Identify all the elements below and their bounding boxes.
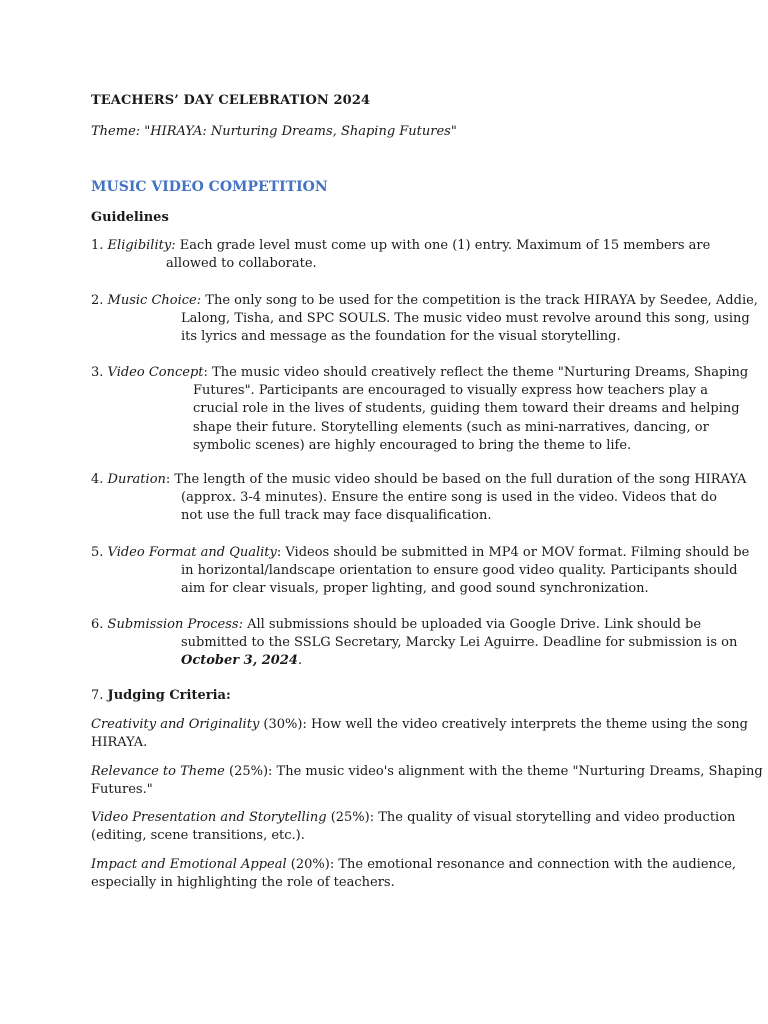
item-text-continued: symbolic scenes) are highly encouraged to bring the theme to life.	[193, 437, 632, 453]
item-label: Submission Process:	[107, 617, 243, 632]
item-label: Eligibility:	[107, 238, 176, 253]
item-text-continued: Lalong, Tisha, and SPC SOULS. The music video must revolve around this song, using	[181, 311, 750, 327]
item-number: 1.	[91, 238, 104, 253]
guideline-item-duration	[91, 471, 746, 526]
item-text-continued: allowed to collaborate.	[166, 256, 317, 272]
guideline-item-eligibility	[91, 237, 710, 273]
item-label: Video Format and Quality	[107, 545, 277, 560]
item-text-continued: Futures". Participants are encouraged to visually express how teachers play a	[193, 383, 708, 399]
deadline-line	[91, 652, 737, 670]
item-number: 3.	[91, 365, 104, 380]
item-number: 2.	[91, 293, 104, 308]
item-label: Music Choice:	[107, 293, 202, 308]
judging-criteria-heading	[91, 688, 231, 703]
item-text-continued: its lyrics and message as the foundation for the visual storytelling.	[181, 329, 621, 345]
criterion-creativity	[91, 716, 748, 752]
item-text: : Videos should be submitted in MP4 or MOV format. Filming should be	[276, 545, 750, 560]
criterion-text-continued: (editing, scene transitions, etc.).	[91, 828, 305, 844]
criterion-name: Creativity and Originality	[91, 717, 260, 732]
item-number: 4.	[91, 472, 104, 487]
criterion-presentation	[91, 809, 736, 845]
document-title: TEACHERS’ DAY CELEBRATION 2024	[91, 93, 371, 108]
criterion-name: Video Presentation and Storytelling	[91, 810, 327, 825]
criterion-text-continued: HIRAYA.	[91, 735, 148, 751]
item-label: Duration	[107, 472, 166, 487]
criterion-relevance	[91, 763, 763, 799]
criterion-impact	[91, 856, 737, 892]
item-number: 6.	[91, 617, 104, 632]
guideline-item-video-format	[91, 544, 749, 599]
item-text: The only song to be used for the competition is the track HIRAYA by Seedee, Addie,	[201, 293, 758, 308]
guideline-item-submission	[91, 616, 737, 671]
criterion-name: Impact and Emotional Appeal	[91, 857, 287, 872]
criterion-text: (20%): The emotional resonance and connection with the audience,	[286, 857, 737, 872]
deadline-suffix: .	[297, 653, 303, 669]
item-text-continued: not use the full track may face disqualification.	[181, 508, 492, 524]
item-label: Video Concept	[107, 365, 204, 380]
item-text: Each grade level must come up with one (1) entry. Maximum of 15 members are	[175, 238, 711, 253]
item-text-continued: in horizontal/landscape orientation to ensure good video quality. Participants should	[181, 563, 738, 579]
theme-line: Theme: "HIRAYA: Nurturing Dreams, Shaping Futures"	[91, 124, 457, 139]
item-text: : The music video should creatively reflect the theme "Nurturing Dreams, Shaping	[203, 365, 749, 380]
section-heading: MUSIC VIDEO COMPETITION	[91, 179, 328, 195]
criterion-name: Relevance to Theme	[91, 764, 225, 779]
guideline-item-video-concept	[91, 364, 748, 455]
item-text: : The length of the music video should be based on the full duration of the song HIRAYA	[165, 472, 747, 487]
item-text-continued: crucial role in the lives of students, guiding them toward their dreams and helping	[193, 401, 740, 417]
guideline-item-music-choice	[91, 292, 758, 347]
item-number: 5.	[91, 545, 104, 560]
criterion-text-continued: Futures."	[91, 782, 153, 798]
item-number: 7.	[91, 688, 104, 703]
item-text-continued: aim for clear visuals, proper lighting, and good sound synchronization.	[181, 581, 649, 597]
item-text: All submissions should be uploaded via Google Drive. Link should be	[242, 617, 702, 632]
item-text-continued: (approx. 3-4 minutes). Ensure the entire song is used in the video. Videos that do	[181, 490, 717, 506]
guidelines-heading: Guidelines	[91, 210, 169, 225]
item-text-continued: shape their future. Storytelling elements (such as mini-narratives, dancing, or	[193, 419, 709, 435]
judging-heading-label: Judging Criteria:	[107, 688, 231, 703]
criterion-text: (25%): The music video's alignment with the theme "Nurturing Dreams, Shaping	[224, 764, 763, 779]
item-text-continued: submitted to the SSLG Secretary, Marcky Lei Aguirre. Deadline for submission is on	[181, 635, 738, 651]
criterion-text-continued: especially in highlighting the role of teachers.	[91, 875, 395, 891]
criterion-text: (30%): How well the video creatively interprets the theme using the song	[259, 717, 748, 732]
criterion-text: (25%): The quality of visual storytelling and video production	[326, 810, 736, 825]
deadline-date: October 3, 2024	[181, 653, 298, 669]
